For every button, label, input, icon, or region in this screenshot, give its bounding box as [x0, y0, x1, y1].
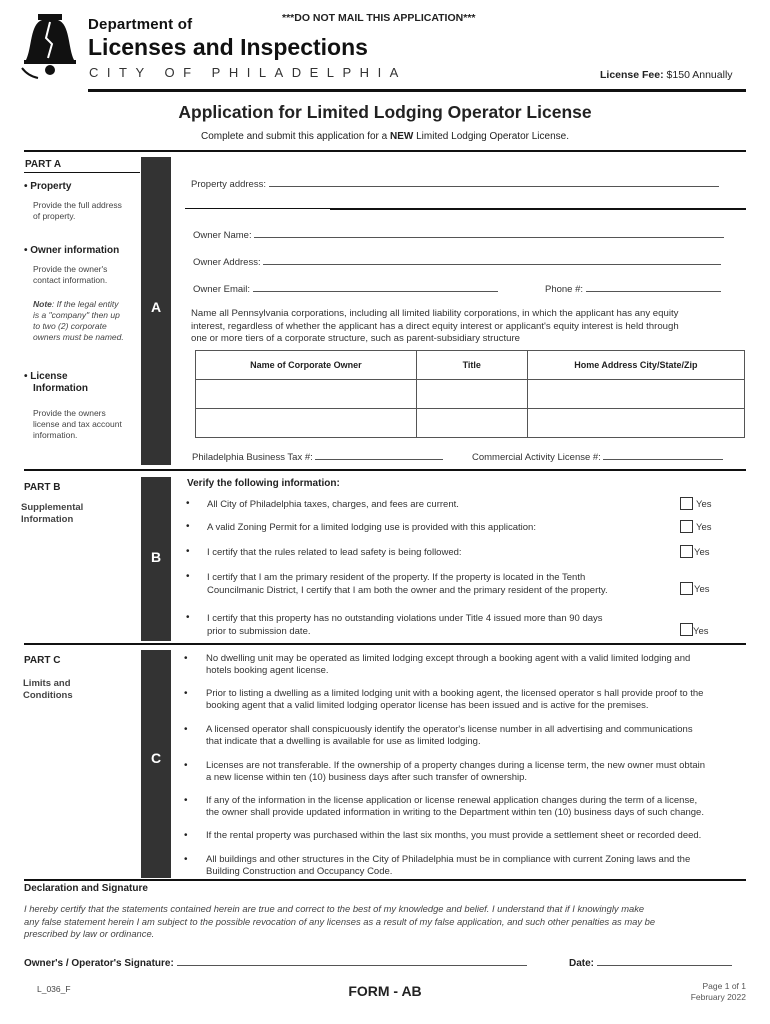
col-title: Title — [416, 351, 527, 380]
condition-item-7 — [206, 854, 690, 878]
property-title-text: Property — [30, 181, 72, 192]
fee-value: $150 Annually — [666, 69, 733, 81]
property-address-label: Property address: — [191, 179, 266, 190]
license-info-title: • License Information — [24, 371, 88, 394]
date-label: Date: — [569, 958, 595, 969]
bullet: • — [186, 612, 190, 623]
verify-item-1: All City of Philadelphia taxes, charges, and fees are current. — [207, 499, 459, 510]
subtitle-pre: Complete and submit this application for a — [201, 131, 388, 142]
note-line-4: owners must be named. — [33, 332, 124, 342]
part-b-side-1: Supplemental — [21, 502, 84, 513]
condition-item-3 — [206, 724, 693, 748]
verify-item-5-line-1: I certify that this property has no outstanding violations under Title 4 issued more than 90 days — [207, 613, 603, 624]
yes-label-2: Yes — [696, 522, 712, 533]
owner-note — [33, 299, 124, 343]
condition-item-5 — [206, 795, 704, 819]
yes-label-3: Yes — [694, 547, 710, 558]
owner-address-label: Owner Address: — [193, 257, 261, 268]
page-number: Page 1 of 1 — [702, 981, 746, 991]
part-b-side — [21, 502, 83, 526]
cell-title-2[interactable] — [416, 409, 527, 438]
corp-paragraph — [191, 308, 679, 346]
property-title: • Property — [24, 181, 72, 192]
verify-item-5-line-2: prior to submission date. — [207, 626, 311, 637]
bullet: • — [184, 760, 188, 771]
owner-email-field[interactable] — [253, 282, 498, 292]
note-line-3: to two (2) corporate — [33, 321, 107, 331]
bullet: • — [186, 521, 190, 532]
part-b-heading: PART B — [24, 482, 61, 493]
table-row — [196, 409, 745, 438]
condition-1-line-2: hotels booking agent license. — [206, 665, 329, 676]
declaration-line-3: prescribed by law or ordinance. — [24, 928, 155, 939]
condition-2-line-1: Prior to listing a dwelling as a limited lodging unit with a booking agent, the licensed operator s hall provide proof to the — [206, 688, 704, 699]
yes-checkbox-1[interactable] — [680, 497, 693, 510]
part-a-sidebar — [141, 157, 171, 465]
do-not-mail-notice: ***DO NOT MAIL THIS APPLICATION*** — [282, 12, 476, 24]
dept-line2: Licenses and Inspections — [88, 34, 368, 60]
verify-item-3: I certify that the rules related to lead safety is being followed: — [207, 547, 462, 558]
property-help — [33, 200, 122, 222]
table-header-row — [196, 351, 745, 380]
condition-item-2 — [206, 688, 703, 712]
owner-name-field[interactable] — [254, 228, 724, 238]
part-b-letter: B — [150, 549, 162, 565]
bullet: • — [184, 830, 188, 841]
date-row — [569, 956, 732, 969]
condition-5-line-2: the owner shall provide updated information in writing to the Department within ten (10) business days of such change. — [206, 807, 704, 818]
condition-7-line-1: All buildings and other structures in the City of Philadelphia must be in compliance with current Zoning laws and the — [206, 854, 691, 865]
corporate-owner-table — [195, 350, 745, 438]
yes-label-1: Yes — [696, 499, 712, 510]
part-c-side-1: Limits and — [23, 678, 71, 689]
condition-1-line-1: No dwelling unit may be operated as limited lodging except through a booking agent with a valid limited lodging and — [206, 653, 691, 664]
corp-line-1: Name all Pennsylvania corporations, including all limited liability corporations, in which the applicant has any equity — [191, 308, 679, 319]
page-info — [691, 981, 746, 1003]
part-c-heading: PART C — [24, 655, 61, 666]
verify-heading: Verify the following information: — [187, 478, 340, 489]
license-help-1: Provide the owners — [33, 408, 106, 418]
owner-help-1: Provide the owner's — [33, 264, 108, 274]
liberty-bell-icon — [20, 8, 80, 80]
part-c-side — [23, 678, 73, 702]
part-c-sidebar — [141, 650, 171, 878]
date-field[interactable] — [597, 956, 732, 966]
condition-item-6: If the rental property was purchased within the last six months, you must provide a settlement sheet or recorded deed. — [206, 830, 702, 841]
condition-7-line-2: Building Construction and Occupancy Code. — [206, 866, 393, 877]
col-home-address: Home Address City/State/Zip — [527, 351, 744, 380]
signature-row — [24, 956, 527, 969]
condition-4-line-2: a new license within ten (10) business days after such transfer of ownership. — [206, 772, 528, 783]
verify-item-4-line-2: Councilmanic District, I certify that I am both the owner and the primary resident of the property. — [207, 585, 608, 596]
condition-3-line-2: that indicate that a dwelling is available for use as limited lodging. — [206, 736, 481, 747]
phone-row — [545, 282, 721, 295]
property-address-row — [191, 177, 719, 190]
bullet: • — [184, 653, 188, 664]
license-title-2: Information — [33, 383, 88, 394]
bullet: • — [184, 688, 188, 699]
col-owner-name: Name of Corporate Owner — [196, 351, 417, 380]
condition-item-4 — [206, 760, 705, 784]
part-a-heading: PART A — [25, 159, 62, 170]
yes-checkbox-2[interactable] — [680, 520, 693, 533]
property-help-1: Provide the full address — [33, 200, 122, 210]
form-code: L_036_F — [37, 984, 71, 994]
corp-line-3: one or more tiers of a corporate structure, such as parent-subsidiary structure — [191, 333, 520, 344]
owner-email-row — [193, 282, 498, 295]
fee-label: License Fee: — [600, 69, 664, 81]
cell-address-1[interactable] — [527, 380, 744, 409]
declaration-line-2: any false statement herein I am subject to the possible revocation of any licenses as a result of my false application, and such other penalties as may be — [24, 915, 656, 927]
owner-email-label: Owner Email: — [193, 284, 251, 295]
page-title: Application for Limited Lodging Operator License — [178, 102, 592, 122]
cell-owner-1[interactable] — [196, 380, 417, 409]
cell-address-2[interactable] — [527, 409, 744, 438]
corp-line-2: interest, regardless of whether the applicant has a direct equity interest or applicant's equity interest is held through — [191, 320, 679, 332]
bullet: • — [186, 571, 190, 582]
owner-name-row — [193, 228, 724, 241]
yes-label-4: Yes — [694, 584, 710, 595]
part-a-letter: A — [150, 299, 162, 315]
declaration-heading: Declaration and Signature — [24, 883, 148, 894]
condition-3-line-1: A licensed operator shall conspicuously identify the operator's license number in all advertising and communications — [206, 724, 693, 735]
note-line-1: : If the legal entity — [51, 299, 119, 309]
owner-address-field[interactable] — [263, 255, 721, 265]
bullet: • — [184, 795, 188, 806]
phone-label: Phone #: — [545, 284, 584, 295]
condition-2-line-2: booking agent that a valid limited lodging operator license has been issued and is active for the premises. — [206, 700, 649, 711]
license-help-2: license and tax account — [33, 419, 122, 429]
verify-item-4-line-1: I certify that I am the primary resident of the property. If the property is located in the Tenth — [207, 572, 586, 583]
condition-4-line-1: Licenses are not transferable. If the ownership of a property changes during a license term, the new owner must obtain — [206, 760, 706, 771]
yes-checkbox-4[interactable] — [680, 582, 693, 595]
yes-checkbox-5[interactable] — [680, 623, 693, 636]
declaration-line-1: I hereby certify that the statements contained herein are true and correct to the best of my knowledge and belief. I understand that if I knowingly make — [24, 903, 645, 914]
cell-title-1[interactable] — [416, 380, 527, 409]
tax-field[interactable] — [315, 450, 443, 460]
bullet: • — [184, 724, 188, 735]
owner-name-label: Owner Name: — [193, 230, 252, 241]
condition-item-1 — [206, 653, 690, 677]
owner-info-title: • Owner information — [24, 245, 120, 256]
tax-row — [192, 450, 443, 463]
part-b-side-2: Information — [21, 514, 74, 525]
license-help — [33, 408, 122, 441]
cell-owner-2[interactable] — [196, 409, 417, 438]
part-c-side-2: Conditions — [23, 690, 73, 701]
phone-field[interactable] — [586, 282, 721, 292]
license-title-1: License — [30, 371, 68, 382]
subtitle-bold: NEW — [390, 131, 414, 142]
property-address-field[interactable] — [269, 177, 719, 187]
cal-field[interactable] — [603, 450, 723, 460]
table-row — [196, 380, 745, 409]
cal-row — [472, 450, 723, 463]
yes-label-5: Yes — [693, 626, 709, 637]
condition-5-line-1: If any of the information in the license application or license renewal application changes during the term of a license, — [206, 795, 698, 806]
part-c-letter: C — [150, 750, 162, 766]
owner-address-row — [193, 255, 721, 268]
owner-help — [33, 264, 107, 286]
signature-label: Owner's / Operator's Signature: — [24, 958, 174, 969]
declaration-text — [24, 903, 655, 941]
yes-checkbox-3[interactable] — [680, 545, 693, 558]
tax-label: Philadelphia Business Tax #: — [192, 452, 313, 463]
form-date: February 2022 — [690, 992, 746, 1002]
part-b-sidebar — [141, 477, 171, 641]
owner-help-2: contact information. — [33, 275, 108, 285]
note-bold: Note — [33, 299, 52, 309]
owner-info-title-text: Owner information — [30, 245, 120, 256]
dept-line3: CITY OF PHILADELPHIA — [89, 65, 407, 80]
bullet: • — [186, 546, 190, 557]
note-line-2: is a "company" then up — [33, 310, 120, 320]
license-fee — [600, 69, 733, 81]
subtitle-post: Limited Lodging Operator License. — [416, 131, 569, 142]
verify-item-5 — [207, 612, 603, 638]
signature-field[interactable] — [177, 956, 527, 966]
cal-label: Commercial Activity License #: — [472, 452, 601, 463]
property-help-2: of property. — [33, 211, 76, 221]
bullet: • — [186, 498, 190, 509]
verify-item-4 — [207, 571, 608, 597]
bullet: • — [184, 854, 188, 865]
verify-item-2: A valid Zoning Permit for a limited lodging use is provided with this application: — [207, 522, 536, 533]
license-help-3: information. — [33, 430, 78, 440]
page-subtitle — [0, 131, 770, 142]
dept-line1: Department of — [88, 16, 193, 33]
form-name: FORM - AB — [348, 983, 422, 999]
